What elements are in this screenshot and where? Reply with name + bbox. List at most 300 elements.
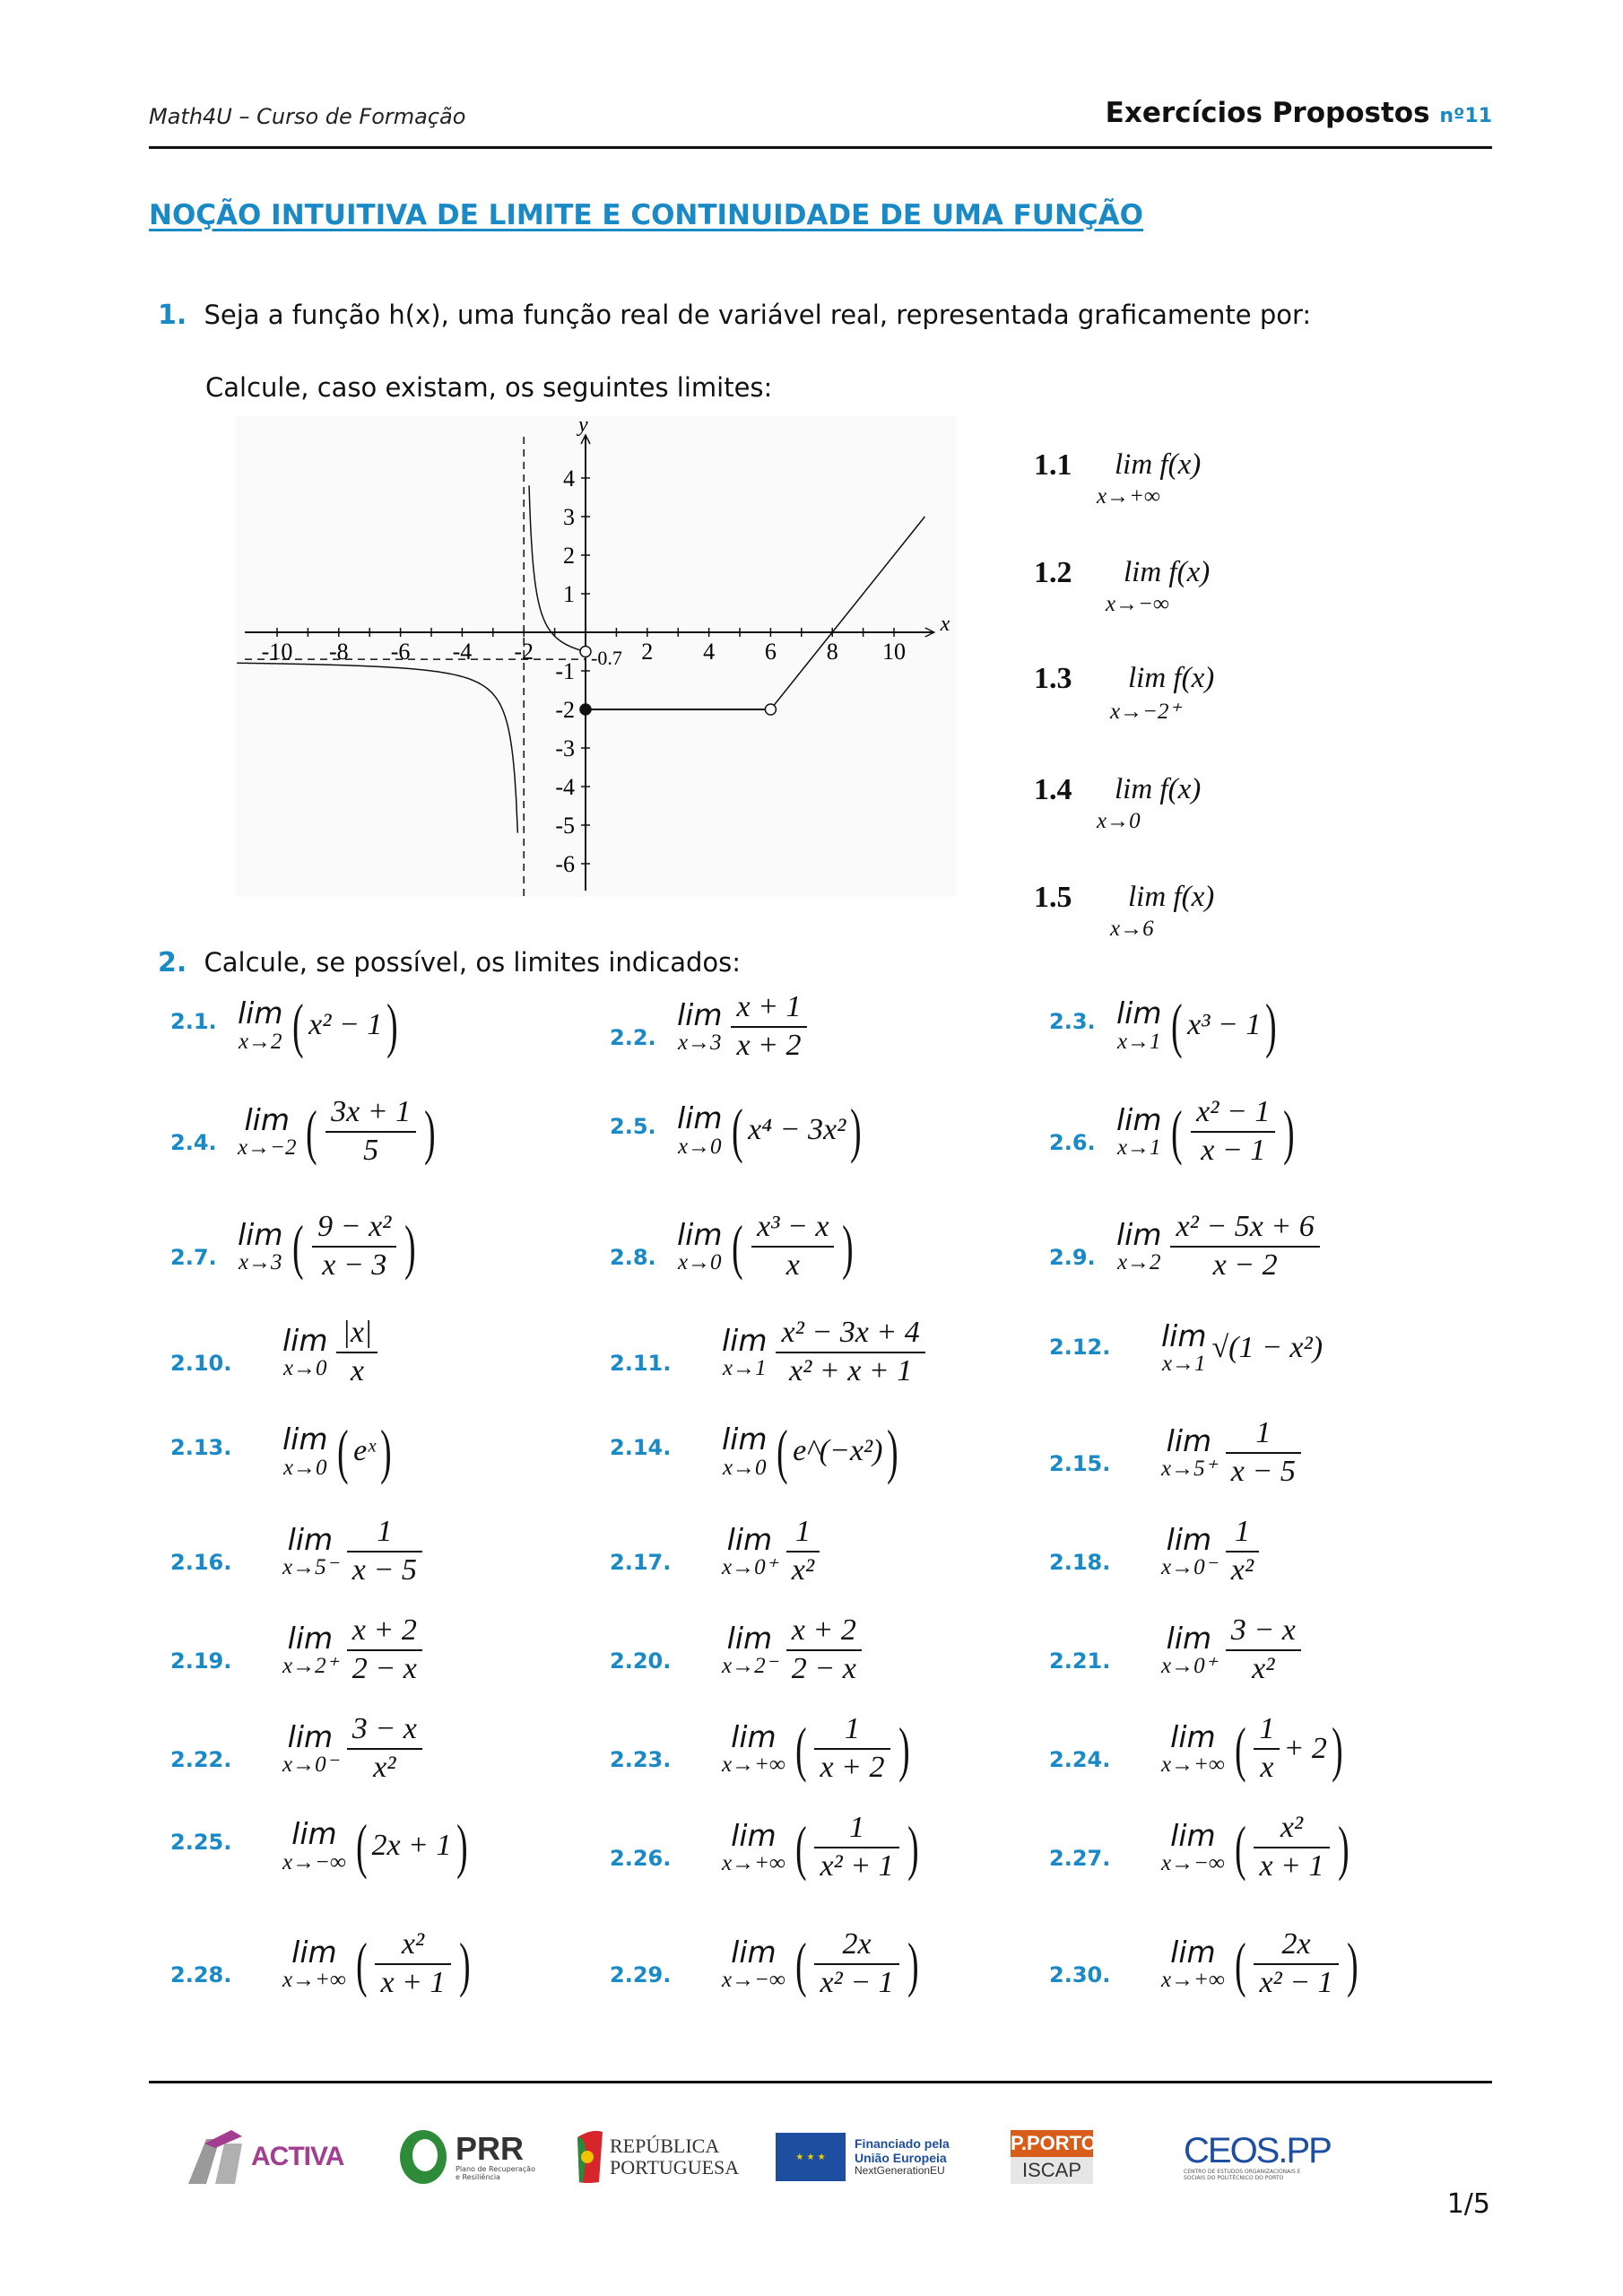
limit-label: 1.1 bbox=[1034, 448, 1072, 482]
fraction bbox=[814, 1810, 898, 1885]
limit-approach: x→0⁺ bbox=[722, 1555, 777, 1580]
lim-word: lim bbox=[731, 1935, 777, 1970]
lim-word: lim bbox=[726, 1522, 773, 1558]
exercise-number: 2.26. bbox=[610, 1846, 672, 1871]
numerator: 1 bbox=[794, 1515, 811, 1548]
numerator: x² bbox=[1280, 1811, 1304, 1844]
lim-word: lim bbox=[1170, 1818, 1216, 1854]
right-paren: ) bbox=[1337, 1813, 1350, 1882]
exercise-number: 2.13. bbox=[170, 1435, 232, 1460]
activa-cube-icon bbox=[179, 2126, 251, 2188]
numerator: 2x bbox=[842, 1927, 872, 1961]
exercise-math bbox=[1161, 1514, 1263, 1589]
lim-word: lim bbox=[287, 1522, 334, 1558]
exercise-number: 2.20. bbox=[610, 1648, 672, 1674]
fraction bbox=[751, 1209, 834, 1284]
limit-approach: x→0 bbox=[677, 1134, 722, 1159]
limit-expression: lim f(x) bbox=[1124, 556, 1211, 588]
denominator: x − 1 bbox=[1201, 1133, 1266, 1167]
left-paren: ( bbox=[794, 1929, 807, 1998]
numerator: |x| bbox=[342, 1316, 373, 1349]
denominator: x − 3 bbox=[322, 1248, 387, 1282]
footer-rule bbox=[149, 2081, 1492, 2083]
exercise-number: 2.27. bbox=[1049, 1846, 1111, 1871]
limit-approach: x→0 bbox=[282, 1356, 327, 1381]
limit-approach: x→5⁺ bbox=[1161, 1457, 1217, 1482]
x-tick-label: 6 bbox=[764, 639, 777, 665]
limit-operator bbox=[1161, 1524, 1217, 1578]
limit-approach: x→−2⁺ bbox=[1110, 700, 1181, 724]
expression: x⁴ − 3x² bbox=[748, 1113, 846, 1146]
limit-operator bbox=[282, 1524, 338, 1578]
limit-approach: x→2 bbox=[238, 1029, 282, 1054]
exercise-number: 2.8. bbox=[610, 1245, 656, 1270]
limit-operator bbox=[1116, 1219, 1161, 1274]
lim-word: lim bbox=[291, 1816, 337, 1852]
limit-approach: x→1 bbox=[1116, 1029, 1161, 1054]
denominator: x² bbox=[1252, 1651, 1275, 1685]
left-paren: ( bbox=[292, 1212, 305, 1281]
exercise-number: 2.24. bbox=[1049, 1747, 1111, 1772]
exercise-number: 2.19. bbox=[170, 1648, 232, 1674]
fraction bbox=[1254, 1711, 1280, 1787]
limit-approach: x→+∞ bbox=[1161, 1968, 1225, 1993]
limit-operator bbox=[282, 1818, 346, 1873]
doc-title: Exercícios Propostos bbox=[1105, 97, 1430, 129]
y-tick-label: 1 bbox=[563, 581, 575, 607]
exercise-math bbox=[238, 991, 403, 1059]
denominator: x − 5 bbox=[1230, 1454, 1296, 1488]
denominator: x² bbox=[791, 1552, 815, 1587]
limit-operator bbox=[722, 1936, 785, 1991]
left-branch-curve bbox=[237, 663, 517, 832]
numerator: x² − 1 bbox=[1196, 1095, 1271, 1128]
numerator: 2x bbox=[1281, 1927, 1311, 1961]
y-tick-label: -2 bbox=[555, 697, 575, 723]
limit-label: 1.3 bbox=[1034, 662, 1072, 695]
limit-operator bbox=[722, 1524, 777, 1578]
denominator: x² + x + 1 bbox=[788, 1353, 913, 1387]
exercise-number: 2.6. bbox=[1049, 1130, 1096, 1155]
limit-approach: x→+∞ bbox=[722, 1752, 785, 1778]
limit-operator bbox=[1161, 1425, 1217, 1480]
x-tick-label: -4 bbox=[452, 639, 473, 665]
lim-word: lim bbox=[282, 1422, 328, 1457]
limit-operator bbox=[238, 1219, 282, 1274]
exercise-number: 2.21. bbox=[1049, 1648, 1111, 1674]
limit-approach: x→0⁺ bbox=[1161, 1654, 1217, 1679]
question-text: Seja a função h(x), uma função real de variável real, representada graficamente por: bbox=[204, 300, 1312, 330]
fraction bbox=[1226, 1415, 1301, 1491]
lim-word: lim bbox=[722, 1323, 768, 1359]
fraction bbox=[1254, 1926, 1338, 2002]
logo-ceos-text: CEOS.PP bbox=[1184, 2131, 1331, 2170]
y-tick-label: -1 bbox=[555, 658, 575, 684]
numerator: x² − 3x + 4 bbox=[781, 1316, 920, 1349]
denominator: x − 2 bbox=[1212, 1248, 1278, 1282]
limit-approach: x→3 bbox=[238, 1250, 282, 1275]
lim-word: lim bbox=[244, 1102, 290, 1138]
header-doc-title bbox=[1106, 97, 1492, 129]
x-tick-label: 8 bbox=[826, 639, 838, 665]
limit-operator bbox=[1161, 1320, 1206, 1375]
limit-approach: x→−∞ bbox=[722, 1968, 785, 1993]
limit-operator bbox=[282, 1936, 346, 1991]
exercise-math bbox=[722, 1514, 823, 1589]
exercise-math bbox=[677, 1209, 858, 1284]
logo-republica-line2: PORTUGUESA bbox=[610, 2156, 740, 2179]
left-paren: ( bbox=[732, 1096, 744, 1164]
exercise-number: 2.22. bbox=[170, 1747, 232, 1772]
limit-approach: x→0 bbox=[722, 1455, 767, 1480]
logo-eu-line1: Financiado pela bbox=[855, 2136, 950, 2151]
exercise-number: 2.25. bbox=[170, 1830, 232, 1855]
limit-label: 1.4 bbox=[1034, 773, 1072, 806]
left-paren: ( bbox=[1234, 1929, 1246, 1998]
right-paren: ) bbox=[386, 991, 398, 1059]
limit-approach: x→1 bbox=[1116, 1135, 1161, 1161]
y-tick-label: 2 bbox=[563, 543, 575, 569]
function-graph bbox=[236, 415, 957, 897]
logo-pporto-iscap bbox=[1011, 2117, 1097, 2197]
lim-word: lim bbox=[1170, 1719, 1216, 1755]
limit-approach: x→1 bbox=[1161, 1352, 1206, 1377]
y-tick-label: -4 bbox=[555, 774, 575, 800]
left-paren: ( bbox=[292, 991, 305, 1059]
exercise-number: 2.1. bbox=[170, 1009, 217, 1034]
denominator: x + 2 bbox=[736, 1028, 802, 1062]
question-2 bbox=[158, 947, 741, 978]
limit-operator bbox=[677, 1102, 722, 1157]
limit-operator bbox=[1161, 1622, 1217, 1677]
lim-word: lim bbox=[1166, 1522, 1212, 1558]
numerator: x + 1 bbox=[736, 990, 802, 1023]
right-paren: ) bbox=[379, 1417, 392, 1485]
fraction bbox=[336, 1315, 378, 1390]
right-paren: ) bbox=[1346, 1929, 1358, 1998]
x-tick-label: -2 bbox=[514, 639, 534, 665]
numerator: 1 bbox=[377, 1515, 393, 1548]
y-tick-label: -3 bbox=[555, 735, 575, 761]
lim-word: lim bbox=[1170, 1935, 1216, 1970]
limit-expression: lim f(x) bbox=[1115, 773, 1202, 805]
limit-label: 1.5 bbox=[1034, 881, 1072, 914]
logo-eu-line2: União Europeia bbox=[855, 2151, 947, 2166]
logo-iscap-text: ISCAP bbox=[1011, 2157, 1093, 2184]
right-paren: ) bbox=[850, 1096, 862, 1164]
denominator: x − 5 bbox=[352, 1552, 417, 1587]
limit-operator bbox=[1161, 1721, 1225, 1776]
numerator: 1 bbox=[1234, 1515, 1250, 1548]
exercise-math bbox=[282, 1926, 474, 2002]
limit-operator bbox=[1161, 1936, 1225, 1991]
question-number: 1. bbox=[158, 300, 187, 331]
exercise-math bbox=[677, 1096, 866, 1164]
x-tick-label: -10 bbox=[261, 639, 293, 665]
right-paren: ) bbox=[456, 1812, 468, 1880]
question-1-instruction: Calcule, caso existam, os seguintes limites: bbox=[205, 372, 773, 403]
prr-leaf-icon bbox=[396, 2128, 450, 2186]
right-paren: ) bbox=[458, 1929, 471, 1998]
left-paren: ( bbox=[794, 1714, 807, 1783]
open-point bbox=[580, 647, 591, 657]
y-tick-label: 4 bbox=[563, 465, 575, 491]
lim-word: lim bbox=[722, 1422, 768, 1457]
fraction bbox=[1170, 1209, 1319, 1284]
header-rule bbox=[149, 146, 1492, 149]
exercise-number: 2.18. bbox=[1049, 1550, 1111, 1575]
left-paren: ( bbox=[306, 1097, 318, 1166]
denominator: x bbox=[350, 1353, 364, 1387]
lim-word: lim bbox=[1116, 1217, 1162, 1253]
exercise-math bbox=[722, 1417, 903, 1485]
exercise-number: 2.14. bbox=[610, 1435, 672, 1460]
fraction bbox=[312, 1209, 396, 1284]
fraction bbox=[375, 1926, 450, 2002]
exercise-math bbox=[238, 1209, 421, 1284]
limit-operator bbox=[677, 1219, 722, 1274]
limit-operator bbox=[282, 1622, 338, 1677]
exercise-math bbox=[677, 989, 811, 1065]
exercise-math bbox=[1161, 1926, 1362, 2002]
right-paren: ) bbox=[907, 1813, 919, 1882]
fraction bbox=[1254, 1810, 1329, 1885]
question-1 bbox=[158, 300, 1311, 331]
limit-approach: x→0 bbox=[677, 1250, 722, 1275]
logo-ceos bbox=[1184, 2117, 1331, 2197]
limit-expression: lim f(x) bbox=[1128, 662, 1215, 694]
logo-prr-text: PRR bbox=[456, 2130, 525, 2167]
limit-approach: x→2⁺ bbox=[282, 1654, 338, 1679]
limit-approach: x→0 bbox=[282, 1455, 327, 1480]
portugal-flag-icon bbox=[574, 2128, 604, 2186]
denominator: x bbox=[1260, 1750, 1274, 1784]
fraction bbox=[731, 989, 806, 1065]
right-paren: ) bbox=[887, 1417, 899, 1485]
lim-word: lim bbox=[1166, 1423, 1212, 1459]
exercise-number: 2.5. bbox=[610, 1114, 656, 1139]
logo-eu bbox=[776, 2117, 950, 2197]
lim-word: lim bbox=[726, 1621, 773, 1657]
question-text: Calcule, se possível, os limites indicados: bbox=[204, 947, 742, 978]
y-axis-label: y bbox=[578, 415, 588, 437]
right-paren: ) bbox=[898, 1714, 910, 1783]
y-tick-label: -5 bbox=[555, 813, 575, 839]
numerator: x + 2 bbox=[791, 1613, 856, 1647]
exercise-math bbox=[1161, 1810, 1353, 1885]
exercise-math bbox=[1116, 1209, 1324, 1284]
numerator: x² bbox=[401, 1927, 425, 1961]
limit-approach: x→1 bbox=[722, 1356, 767, 1381]
x-tick-label: 4 bbox=[703, 639, 716, 665]
expression: √(1 − x²) bbox=[1211, 1330, 1324, 1364]
exercise-math bbox=[722, 1613, 865, 1688]
exercise-number: 2.30. bbox=[1049, 1962, 1111, 1987]
limit-approach: x→+∞ bbox=[1097, 484, 1160, 509]
exercise-number: 2.7. bbox=[170, 1245, 217, 1270]
fraction bbox=[776, 1315, 924, 1390]
numerator: 3x + 1 bbox=[331, 1095, 412, 1128]
expression: x² − 1 bbox=[308, 1008, 383, 1041]
lim-word: lim bbox=[291, 1935, 337, 1970]
right-paren: ) bbox=[1265, 991, 1277, 1059]
logo-pporto-text: P.PORTO bbox=[1011, 2130, 1093, 2157]
x-tick-label: -8 bbox=[328, 639, 349, 665]
limit-operator bbox=[722, 1423, 767, 1478]
exercise-math bbox=[722, 1315, 929, 1390]
x-tick-label: -6 bbox=[390, 639, 411, 665]
exercise-math bbox=[1161, 1415, 1305, 1491]
lim-word: lim bbox=[731, 1818, 777, 1854]
expression: x³ − 1 bbox=[1187, 1008, 1262, 1041]
limit-approach: x→0⁻ bbox=[1161, 1555, 1217, 1580]
fraction bbox=[1191, 1094, 1275, 1170]
left-paren: ( bbox=[355, 1812, 368, 1880]
exercise-number: 2.23. bbox=[610, 1747, 672, 1772]
eu-flag-icon: ★ ★ ★ bbox=[776, 2133, 846, 2181]
limit-approach: x→0 bbox=[1097, 809, 1141, 833]
left-paren: ( bbox=[337, 1417, 350, 1485]
limit-operator bbox=[282, 1721, 338, 1776]
linear-segment bbox=[770, 517, 924, 709]
graph-svg bbox=[236, 415, 957, 897]
limit-operator bbox=[282, 1423, 327, 1478]
x-tick-label: 10 bbox=[882, 639, 906, 665]
left-paren: ( bbox=[355, 1929, 368, 1998]
left-paren: ( bbox=[1171, 1097, 1184, 1166]
filled-point bbox=[580, 704, 591, 715]
limit-expression: lim f(x) bbox=[1128, 881, 1215, 913]
expression: eˣ bbox=[353, 1434, 376, 1467]
logo-activa-text: ACTIVA bbox=[251, 2142, 344, 2171]
lim-word: lim bbox=[238, 996, 283, 1031]
right-paren: ) bbox=[404, 1212, 416, 1281]
logo-activa bbox=[179, 2117, 343, 2197]
exercise-math bbox=[1116, 991, 1281, 1059]
left-paren: ( bbox=[1234, 1714, 1246, 1783]
exercise-number: 2.17. bbox=[610, 1550, 672, 1575]
fraction bbox=[814, 1926, 898, 2002]
x-axis-label: x bbox=[940, 613, 950, 636]
fraction bbox=[347, 1514, 422, 1589]
exercise-math bbox=[282, 1613, 426, 1688]
header-course: Math4U – Curso de Formação bbox=[149, 104, 466, 129]
limit-approach: x→6 bbox=[1110, 917, 1154, 941]
exercise-number: 2.11. bbox=[610, 1351, 672, 1376]
limit-operator bbox=[1116, 1104, 1161, 1159]
denominator: x + 1 bbox=[1259, 1848, 1324, 1883]
lim-word: lim bbox=[677, 1100, 723, 1136]
logo-prr-subtext: Plano de Recuperação e Resiliência bbox=[456, 2165, 535, 2181]
exercise-math bbox=[282, 1711, 426, 1787]
limit-approach: x→2 bbox=[1116, 1250, 1161, 1275]
numerator: 1 bbox=[849, 1811, 865, 1844]
limit-approach: x→2⁻ bbox=[722, 1654, 777, 1679]
question-number: 2. bbox=[158, 947, 187, 978]
exercise-number: 2.16. bbox=[170, 1550, 232, 1575]
denominator: 5 bbox=[363, 1133, 379, 1167]
exercise-number: 2.3. bbox=[1049, 1009, 1096, 1034]
limit-approach: x→5⁻ bbox=[282, 1555, 338, 1580]
open-point bbox=[765, 704, 776, 715]
lim-word: lim bbox=[287, 1621, 334, 1657]
exercise-number: 2.29. bbox=[610, 1962, 672, 1987]
exercise-number: 2.28. bbox=[170, 1962, 232, 1987]
limit-approach: x→+∞ bbox=[282, 1968, 346, 1993]
limit-approach: x→−∞ bbox=[282, 1849, 346, 1874]
limit-approach: x→−2 bbox=[238, 1135, 297, 1161]
lim-word: lim bbox=[282, 1323, 328, 1359]
logo-republica-line1: REPÚBLICA bbox=[610, 2134, 720, 2157]
lim-word: lim bbox=[677, 1217, 723, 1253]
logo-republica bbox=[574, 2117, 739, 2197]
limit-operator bbox=[238, 1104, 296, 1159]
limit-operator bbox=[722, 1820, 785, 1874]
right-paren: ) bbox=[907, 1929, 919, 1998]
exercise-math bbox=[238, 1094, 440, 1170]
limit-operator bbox=[722, 1721, 785, 1776]
section-title: NOÇÃO INTUITIVA DE LIMITE E CONTINUIDADE DE UMA FUNÇÃO bbox=[149, 199, 1144, 231]
expression: + 2 bbox=[1283, 1731, 1327, 1765]
lim-word: lim bbox=[287, 1719, 334, 1755]
numerator: x² − 5x + 6 bbox=[1176, 1210, 1315, 1243]
denominator: x + 1 bbox=[380, 1965, 446, 1999]
numerator: 3 − x bbox=[352, 1712, 417, 1745]
limit-approach: x→−∞ bbox=[1161, 1851, 1225, 1876]
exercise-number: 2.12. bbox=[1049, 1335, 1111, 1360]
fraction bbox=[786, 1514, 820, 1589]
numerator: x + 2 bbox=[352, 1613, 417, 1647]
limit-approach: x→+∞ bbox=[1161, 1752, 1225, 1778]
right-paren: ) bbox=[1332, 1714, 1343, 1783]
numerator: 9 − x² bbox=[317, 1210, 392, 1243]
numerator: x³ − x bbox=[757, 1210, 829, 1243]
limit-operator bbox=[722, 1325, 767, 1379]
exercise-math bbox=[722, 1926, 923, 2002]
left-paren: ( bbox=[777, 1417, 789, 1485]
denominator: x² − 1 bbox=[1259, 1965, 1333, 1999]
exercise-math bbox=[1161, 1613, 1305, 1688]
exercise-math bbox=[1161, 1711, 1348, 1787]
limit-approach: x→0⁻ bbox=[282, 1752, 338, 1778]
logo-ceos-subtext: CENTRO DE ESTUDOS ORGANIZACIONAIS E SOCIAIS DO POLITÉCNICO DO PORTO bbox=[1184, 2169, 1301, 2181]
page-number: 1/5 bbox=[1446, 2188, 1490, 2220]
fraction bbox=[1226, 1514, 1259, 1589]
numerator: 1 bbox=[844, 1712, 860, 1745]
denominator: x + 2 bbox=[820, 1750, 885, 1784]
y-tick-label: -6 bbox=[555, 851, 575, 877]
lim-word: lim bbox=[1166, 1621, 1212, 1657]
expression: e^(−x²) bbox=[793, 1434, 883, 1467]
exercise-number: 2.2. bbox=[610, 1025, 656, 1050]
denominator: x² + 1 bbox=[820, 1848, 894, 1883]
left-paren: ( bbox=[794, 1813, 807, 1882]
fraction bbox=[1226, 1613, 1301, 1688]
exercise-math bbox=[282, 1315, 381, 1390]
fraction bbox=[786, 1613, 862, 1688]
logo-eu-line3: NextGenerationEU bbox=[855, 2164, 945, 2178]
exercise-number: 2.15. bbox=[1049, 1451, 1111, 1476]
left-paren: ( bbox=[1234, 1813, 1246, 1882]
exercise-math bbox=[1161, 1320, 1323, 1375]
numerator: 3 − x bbox=[1230, 1613, 1296, 1647]
left-paren: ( bbox=[732, 1212, 744, 1281]
exercise-math bbox=[282, 1417, 395, 1485]
logo-prr bbox=[396, 2117, 536, 2197]
limit-operator bbox=[1161, 1820, 1225, 1874]
doc-number: nº11 bbox=[1439, 105, 1492, 127]
x-tick-label: 2 bbox=[641, 639, 654, 665]
